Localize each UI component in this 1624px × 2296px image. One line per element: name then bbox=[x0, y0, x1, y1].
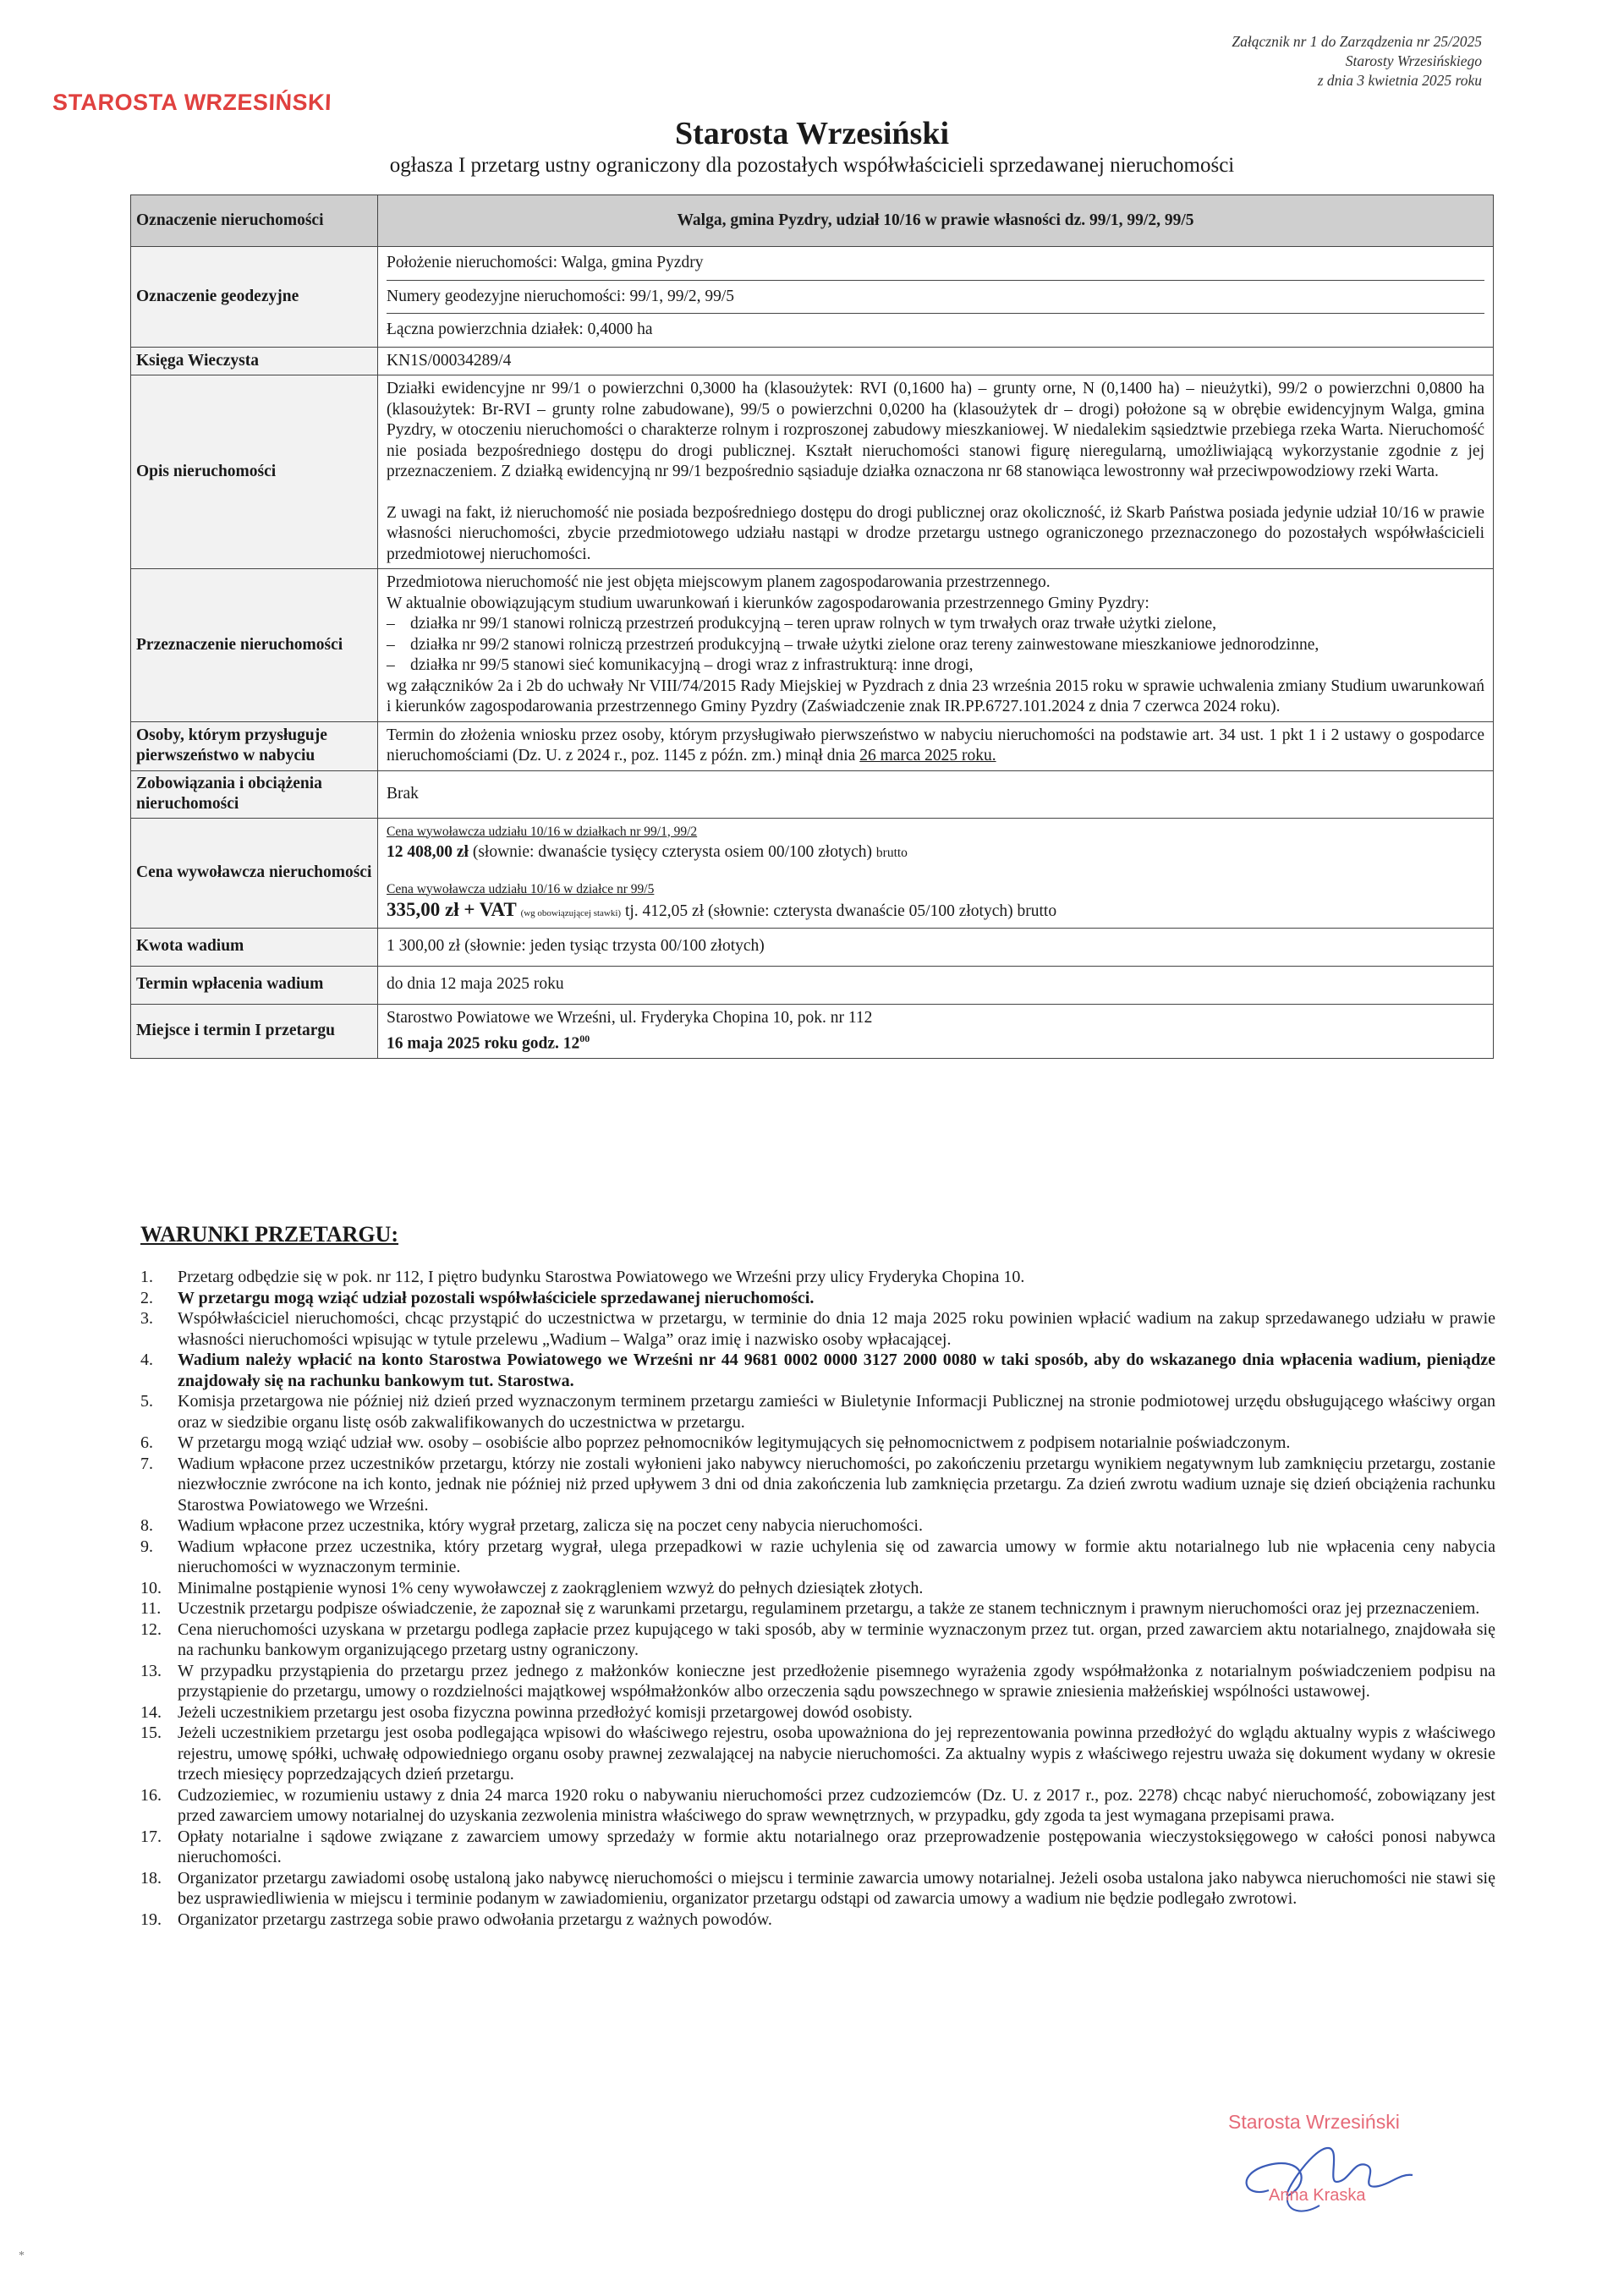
condition-item bbox=[129, 1910, 1495, 1931]
purpose-line: wg załączników 2a i 2b do uchwały Nr VIII/74/2015 Rady Miejskiej w Pyzdrach z dnia 23 września 2015 roku w sprawie uchwalenia zmiany Studium uwarunkowań i kierunków zagospodarowania przestrzennego Gminy Pyzdry (Zaświadczenie znak IR.PP.6727.101.2024 z dnia 7 czerwca 2024 roku). bbox=[387, 677, 1484, 715]
condition-number: 17. bbox=[140, 1827, 162, 1846]
condition-item bbox=[129, 1515, 1495, 1537]
purpose-cell bbox=[378, 569, 1494, 722]
price-line: 335,00 zł + VAT (wg obowiązującej stawki) tj. 412,05 zł (słownie: czterysta dwanaście 05/100 złotych) brutto bbox=[387, 899, 1057, 920]
description-paragraph: Działki ewidencyjne nr 99/1 o powierzchni 0,3000 ha (klasoużytek: RVI (0,1600 ha) – grunty orne, N (0,1400 ha) – nieużytki), 99/2 o powierzchni 0,0800 ha (klasoużytek: Br-RVI – grunty rolne zabudowane), 99/5 o powierzchni 0,0200 ha (klasoużytek dr – drogi) położone są w obrębie ewidencyjnym Walga, gmina Pyzdry, w otoczeniu nieruchomości o charakterze rolnym i rozproszonej zabudowy mieszkaniowej. W niedalekim sąsiedztwie przebiega rzeka Warta. Nieruchomość nie posiada bezpośredniego dostępu do drogi publicznej. Kształt nieruchomości stanowi figurę nieregularną, umożliwiającą wykorzystanie zgodnie z jej przeznaczeniem. Z działką ewidencyjną nr 99/1 bezpośrednio sąsiaduje działka oznaczona nr 68 stanowiąca lewostronny wał przeciwpowodziowy rzeki Warta. bbox=[387, 380, 1484, 480]
condition-item bbox=[129, 1702, 1495, 1723]
condition-number: 16. bbox=[140, 1785, 162, 1805]
obligations-value: Brak bbox=[378, 770, 1494, 818]
condition-text: Współwłaściciel nieruchomości, chcąc przystąpić do uczestnictwa w przetargu, w terminie do dnia 12 maja 2025 roku powinien wpłacić wadium na zakup sprzedawanego udziału w prawie własności nieruchomości wpisując w tytule przelewu „Wadium – Walga” oraz imię i nazwisko osoby wpłacającej. bbox=[178, 1309, 1495, 1349]
condition-item bbox=[129, 1661, 1495, 1702]
price-line: 12 408,00 zł (słownie: dwanaście tysięcy czterysta osiem 00/100 złotych) brutto bbox=[387, 843, 908, 861]
annex-note bbox=[1042, 32, 1482, 90]
condition-text: Jeżeli uczestnikiem przetargu jest osoba podlegająca wpisowi do właściwego rejestru, osoba upoważniona do jej reprezentowania powinna przedłożyć do wglądu aktualny wypis z właściwego rejestru, umowę spółki, uchwałę odpowiedniego organu osoby prawnej zezwalającej na nabycie nieruchomości. Za aktualny wypis z właściwego rejestru uważa się dokument wydany w okresie trzech miesięcy poprzedzających dzień przetargu. bbox=[178, 1723, 1495, 1784]
condition-item bbox=[129, 1454, 1495, 1516]
row-label-osoby: Osoby, którym przysługuje pierwszeństwo w nabyciu bbox=[131, 721, 378, 770]
table-row bbox=[131, 928, 1494, 966]
condition-text: Organizator przetargu zawiadomi osobę ustaloną jako nabywcę nieruchomości o miejscu i terminie zawarcia umowy notarialnej. Jeżeli osoba ustalona jako nabywca nieruchomości nie stawi się bez usprawiedliwienia w miejscu i terminie podanym w zawiadomieniu, organizator przetargu odstąpi od zawarcia umowy a wadium nie będzie podlegało zwrotowi. bbox=[178, 1868, 1495, 1908]
description-paragraph: Z uwagi na fakt, iż nieruchomość nie posiada bezpośredniego dostępu do drogi publicznej oraz okoliczność, iż Skarb Państwa posiada jedynie udział 10/16 w prawie własności nieruchomości, zbycie przedmiotowego udziału nastąpi w drodze przetargu ustnego ograniczonego przeznaczonego do pozostałych współwłaścicieli przedmiotowej nieruchomości. bbox=[387, 503, 1484, 563]
condition-number: 1. bbox=[140, 1268, 153, 1286]
condition-text: Cudzoziemiec, w rozumieniu ustawy z dnia 24 marca 1920 roku o nabywaniu nieruchomości przez cudzoziemców (Dz. U. z 2017 r., poz. 2278) chcąc nabyć nieruchomość, zobowiązany jest przed zawarciem umowy notarialnej do uzyskania zezwolenia ministra właściwego do spraw wewnętrznych, w przypadku, gdy zgoda ta jest wymagana przepisami prawa. bbox=[178, 1785, 1495, 1825]
condition-item bbox=[129, 1267, 1495, 1288]
condition-item bbox=[129, 1598, 1495, 1619]
table-row bbox=[131, 247, 1494, 348]
purpose-line: W aktualnie obowiązującym studium uwarunkowań i kierunków zagospodarowania przestrzennego Gminy Pyzdry: bbox=[387, 594, 1149, 612]
starosta-stamp: STAROSTA WRZESIŃSKI bbox=[52, 90, 332, 115]
condition-text: W przetargu mogą wziąć udział ww. osoby – osobiście albo poprzez pełnomocników legitymujących się pełnomocnictwem z podpisem notarialnie poświadczonym. bbox=[178, 1433, 1291, 1452]
annex-line: Starosty Wrzesińskiego bbox=[1345, 52, 1482, 69]
condition-number: 8. bbox=[140, 1516, 153, 1535]
signature-stamp: Starosta Wrzesiński bbox=[1228, 2111, 1400, 2133]
condition-text: Komisja przetargowa nie później niż dzień przed wyznaczonym terminem przetargu zamieści w Biuletynie Informacji Publicznej na stronie podmiotowej urzędu obsługującego właściwy organ oraz w siedzibie organu listę osób zakwalifikowanych do uczestnictwa w przetargu. bbox=[178, 1392, 1495, 1432]
condition-number: 5. bbox=[140, 1392, 153, 1411]
condition-item bbox=[129, 1785, 1495, 1827]
condition-text: Wadium należy wpłacić na konto Starostwa Powiatowego we Wrześni nr 44 9681 0002 0000 3127 2000 0080 w taki sposób, aby do wskazanego dnia wpłacenia wadium, pieniądze znajdowały się na rachunku bankowym tut. Starostwa. bbox=[178, 1351, 1495, 1390]
condition-text: Minimalne postąpienie wynosi 1% ceny wywoławczej z zaokrągleniem wzwyż do pełnych dziesiątek złotych. bbox=[178, 1578, 924, 1597]
condition-item bbox=[129, 1868, 1495, 1910]
condition-text: Opłaty notarialne i sądowe związane z zawarciem umowy sprzedaży w formie aktu notarialnego oraz przeprowadzenie postępowania wieczystoksięgowego w całości ponosi nabywca nieruchomości. bbox=[178, 1827, 1495, 1866]
signature-name: Anna Kraska bbox=[1269, 2186, 1366, 2205]
row-label-geodezyjne: Oznaczenie geodezyjne bbox=[131, 247, 378, 348]
auction-place: Starostwo Powiatowe we Wrześni, ul. Fryderyka Chopina 10, pok. nr 112 bbox=[387, 1008, 873, 1027]
condition-number: 6. bbox=[140, 1433, 153, 1452]
condition-text: Wadium wpłacone przez uczestnika, który przetarg wygrał, ulega przepadkowi w razie uchylenia się od zawarcia umowy w formie aktu notarialnego lub nie wpłacenia ceny nabycia nieruchomości w wyznaczonym terminie. bbox=[178, 1537, 1495, 1576]
purpose-item: – działka nr 99/1 stanowi rolniczą przestrzeń produkcyjną – teren upraw rolnych w tym trwałych oraz trwałe użytki zielone, bbox=[387, 615, 1216, 633]
condition-number: 18. bbox=[140, 1868, 162, 1888]
condition-text: Wadium wpłacone przez uczestników przetargu, którzy nie zostali wyłonieni jako nabywcy nieruchomości, po zakończeniu przetargu wynikiem negatywnym lub zamknięciu przetargu, zostanie niezwłocznie zwrócone na ich konto, jednak nie później niż przed upływem 3 dni od dnia zakończenia lub zamknięcia przetargu. Za dzień zwrotu wadium uznaje się dzień obciążenia rachunku Starostwa Powiatowego we Wrześni. bbox=[178, 1454, 1495, 1515]
land-register-number: KN1S/00034289/4 bbox=[378, 347, 1494, 375]
table-row bbox=[131, 347, 1494, 375]
auction-date: 16 maja 2025 roku godz. $12^{00}$ bbox=[387, 1033, 590, 1053]
purpose-item: – działka nr 99/2 stanowi rolniczą przestrzeń produkcyjną – trwałe użytki zielone oraz tereny zainwestowane mieszkaniowe jednorodzinne, bbox=[387, 635, 1320, 654]
row-label-przeznaczenie: Przeznaczenie nieruchomości bbox=[131, 569, 378, 722]
geodetic-area: Łączna powierzchnia działek: 0,4000 ha bbox=[387, 321, 653, 338]
condition-item bbox=[129, 1433, 1495, 1454]
auction-place-cell bbox=[378, 1004, 1494, 1059]
property-designation: Walga, gmina Pyzdry, udział 10/16 w prawie własności dz. 99/1, 99/2, 99/5 bbox=[378, 195, 1494, 247]
condition-number: 14. bbox=[140, 1702, 162, 1722]
condition-item bbox=[129, 1827, 1495, 1868]
table-row bbox=[131, 569, 1494, 722]
table-row bbox=[131, 1004, 1494, 1059]
row-label-miejsce: Miejsce i termin I przetargu bbox=[131, 1004, 378, 1059]
geodetic-cell bbox=[378, 247, 1494, 348]
condition-number: 10. bbox=[140, 1578, 162, 1597]
table-row bbox=[131, 721, 1494, 770]
geodetic-numbers: Numery geodezyjne nieruchomości: 99/1, 99/2, 99/5 bbox=[387, 281, 1484, 315]
annex-line: Załącznik nr 1 do Zarządzenia nr 25/2025 bbox=[1232, 33, 1482, 50]
row-label-ksiega: Księga Wieczysta bbox=[131, 347, 378, 375]
condition-item bbox=[129, 1619, 1495, 1661]
condition-item bbox=[129, 1578, 1495, 1599]
conditions-list bbox=[129, 1267, 1495, 1930]
condition-number: 9. bbox=[140, 1537, 153, 1556]
condition-text: Uczestnik przetargu podpisze oświadczenie, że zapoznał się z warunkami przetargu, regulaminem przetargu, a także ze stanem technicznym i prawnym nieruchomości oraz jej przeznaczeniem. bbox=[178, 1599, 1480, 1618]
condition-number: 13. bbox=[140, 1661, 162, 1680]
condition-item bbox=[129, 1350, 1495, 1391]
condition-text: Wadium wpłacone przez uczestnika, który wygrał przetarg, zalicza się na poczet ceny nabycia nieruchomości. bbox=[178, 1516, 923, 1535]
condition-number: 19. bbox=[140, 1910, 162, 1929]
condition-item bbox=[129, 1391, 1495, 1433]
row-label-wadium: Kwota wadium bbox=[131, 928, 378, 966]
condition-number: 11. bbox=[140, 1599, 162, 1618]
condition-text: Jeżeli uczestnikiem przetargu jest osoba fizyczna powinna przedłożyć komisji przetargowej dowód osobisty. bbox=[178, 1702, 913, 1722]
condition-number: 3. bbox=[140, 1309, 153, 1328]
price-value: 335,00 zł + VAT bbox=[387, 899, 517, 920]
purpose-line: Przedmiotowa nieruchomość nie jest objęta miejscowym planem zagospodarowania przestrzennego. bbox=[387, 573, 1051, 591]
geodetic-location: Położenie nieruchomości: Walga, gmina Pyzdry bbox=[387, 247, 1484, 281]
condition-text: W przypadku przystąpienia do przetargu przez jednego z małżonków konieczne jest przedłożenie pisemnego wyrażenia zgody współmałżonka z notarialnym poświadczeniem podpisu na przystąpienie do przetargu, umowy o rozdzielności majątkowej współmałżonków albo orzeczenia sądu powszechnego w sprawie zniesienia małżeńskiej wspólności ustawowej. bbox=[178, 1661, 1495, 1701]
priority-cell: Termin do złożenia wniosku przez osoby, którym przysługiwało pierwszeństwo w nabyciu nieruchomości na podstawie art. 34 ust. 1 pkt 1 i 2 ustawy o gospodarce nieruchomościami (Dz. U. z 2024 r., poz. 1145 z późn. zm.) minął dnia 26 marca 2025 roku. bbox=[378, 721, 1494, 770]
condition-number: 4. bbox=[140, 1351, 153, 1369]
table-row bbox=[131, 375, 1494, 569]
deposit-deadline: do dnia 12 maja 2025 roku bbox=[378, 966, 1494, 1004]
document-subtitle: ogłasza I przetarg ustny ograniczony dla pozostałych współwłaścicieli sprzedawanej nieruchomości bbox=[389, 154, 1235, 177]
price-heading: Cena wywoławcza udziału 10/16 w działce nr 99/5 bbox=[387, 881, 655, 896]
condition-number: 15. bbox=[140, 1723, 162, 1742]
condition-text: Organizator przetargu zastrzega sobie prawo odwołania przetargu z ważnych powodów. bbox=[178, 1910, 772, 1929]
document-title: Starosta Wrzesiński bbox=[674, 116, 950, 151]
row-label-termin: Termin wpłacenia wadium bbox=[131, 966, 378, 1004]
priority-date: 26 marca 2025 roku. bbox=[859, 747, 996, 764]
price-heading: Cena wywoławcza udziału 10/16 w działkach nr 99/1, 99/2 bbox=[387, 824, 698, 839]
condition-item bbox=[129, 1288, 1495, 1309]
table-row bbox=[131, 195, 1494, 247]
condition-number: 2. bbox=[140, 1288, 153, 1307]
condition-item bbox=[129, 1308, 1495, 1350]
description-cell bbox=[378, 375, 1494, 569]
deposit-value: 1 300,00 zł (słownie: jeden tysiąc trzysta 00/100 złotych) bbox=[378, 928, 1494, 966]
condition-item bbox=[129, 1723, 1495, 1785]
condition-text: Przetarg odbędzie się w pok. nr 112, I piętro budynku Starostwa Powiatowego we Wrześni przy ulicy Fryderyka Chopina 10. bbox=[178, 1268, 1025, 1286]
condition-number: 7. bbox=[140, 1454, 153, 1473]
table-row bbox=[131, 966, 1494, 1004]
row-label-opis: Opis nieruchomości bbox=[131, 375, 378, 569]
annex-line: z dnia 3 kwietnia 2025 roku bbox=[1317, 72, 1482, 89]
table-row bbox=[131, 770, 1494, 818]
condition-item bbox=[129, 1537, 1495, 1578]
price-value: 12 408,00 zł bbox=[387, 843, 469, 861]
property-table bbox=[130, 195, 1494, 1059]
condition-number: 12. bbox=[140, 1619, 162, 1639]
row-label-zobowiazania: Zobowiązania i obciążenia nieruchomości bbox=[131, 770, 378, 818]
conditions-heading: WARUNKI PRZETARGU: bbox=[140, 1222, 399, 1247]
row-label-oznaczenie: Oznaczenie nieruchomości bbox=[131, 195, 378, 247]
scan-mark: * bbox=[19, 2249, 25, 2262]
row-label-cena: Cena wywoławcza nieruchomości bbox=[131, 818, 378, 928]
price-cell bbox=[378, 818, 1494, 928]
condition-text: W przetargu mogą wziąć udział pozostali współwłaściciele sprzedawanej nieruchomości. bbox=[178, 1288, 815, 1307]
table-row bbox=[131, 818, 1494, 928]
purpose-item: – działka nr 99/5 stanowi sieć komunikacyjną – drogi wraz z infrastrukturą: inne drogi, bbox=[387, 656, 974, 674]
condition-text: Cena nieruchomości uzyskana w przetargu podlega zapłacie przez kupującego w taki sposób, aby w terminie wyznaczonym przez tut. organ, przed zawarciem aktu notarialnego, znajdowała się na rachunku bankowym organizującego przetarg ustny ograniczony. bbox=[178, 1619, 1495, 1659]
